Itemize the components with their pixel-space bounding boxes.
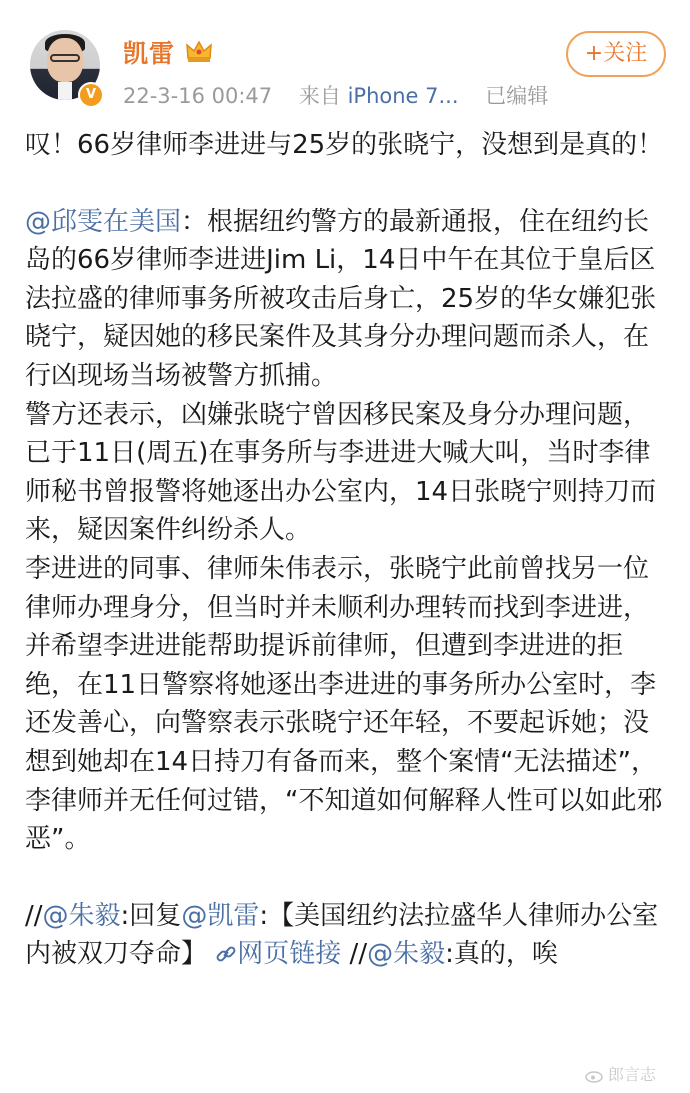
mention-link[interactable]: @凯雷 (181, 900, 260, 931)
quote-paragraph (25, 203, 670, 396)
mention-link[interactable]: @朱毅 (42, 900, 121, 931)
follow-button[interactable]: +关注 (566, 31, 666, 77)
weibo-icon (585, 1069, 605, 1083)
web-link[interactable] (215, 939, 341, 969)
crown-icon (184, 36, 214, 66)
timestamp: 22-3-16 00:47 (123, 84, 273, 108)
post-meta (123, 80, 548, 110)
web-link-label: 网页链接 (237, 939, 342, 970)
author-name[interactable]: 凯雷 (123, 39, 176, 68)
post-header (0, 0, 690, 118)
paragraph-3: 李进进的同事、律师朱伟表示，张晓宁此前曾找另一位律师办理身分，但当时并未顺利办理转而找到李进进，并希望李进进能帮助提诉前律师，但遭到李进进的拒绝，在11日警察将她逐出李进进的事务所办公室时，李还发善心，向警察表示张晓宁还年轻，不要起诉她；没想到她却在14日持刀有备而来，整个案情“无法描述”，李律师并无任何过错，“不知道如何解释人性可以如此邪恶”。 (25, 553, 663, 855)
link-icon (215, 943, 237, 965)
source-prefix: 来自 (298, 84, 341, 108)
verified-icon: V (78, 82, 104, 108)
source-device[interactable]: iPhone 7... (347, 84, 459, 108)
repost-chain: //@朱毅:回复@凯雷:【美国纽约法拉盛华人律师办公室内被双刀夺命】 网页链接 //@朱毅:真的，唉 (25, 900, 659, 970)
mention-link[interactable]: @朱毅 (367, 939, 446, 970)
headline: 叹！66岁律师李进进与25岁的张晓宁，没想到是真的！ (25, 130, 664, 160)
watermark: 郎言志 (585, 1062, 656, 1085)
quote-text: ：根据纽约警方的最新通报，住在纽约长岛的66岁律师李进进Jim Li，14日中午在其位于皇后区法拉盛的律师事务所被攻击后身亡，25岁的华女嫌犯张晓宁，疑因她的移民案件及其身分办理问题而杀人，在行凶现场当场被警方抓捕。 (25, 206, 657, 391)
mention-link[interactable]: @邱雯在美国 (25, 206, 182, 237)
paragraph-2: 警方还表示，凶嫌张晓宁曾因移民案及身分办理问题，已于11日(周五)在事务所与李进进大喊大叫，当时李律师秘书曾报警将她逐出办公室内，14日张晓宁则持刀而来，疑因案件纠纷杀人。 (25, 399, 657, 546)
edited-label: 已编辑 (485, 84, 549, 108)
post-body (25, 126, 670, 974)
